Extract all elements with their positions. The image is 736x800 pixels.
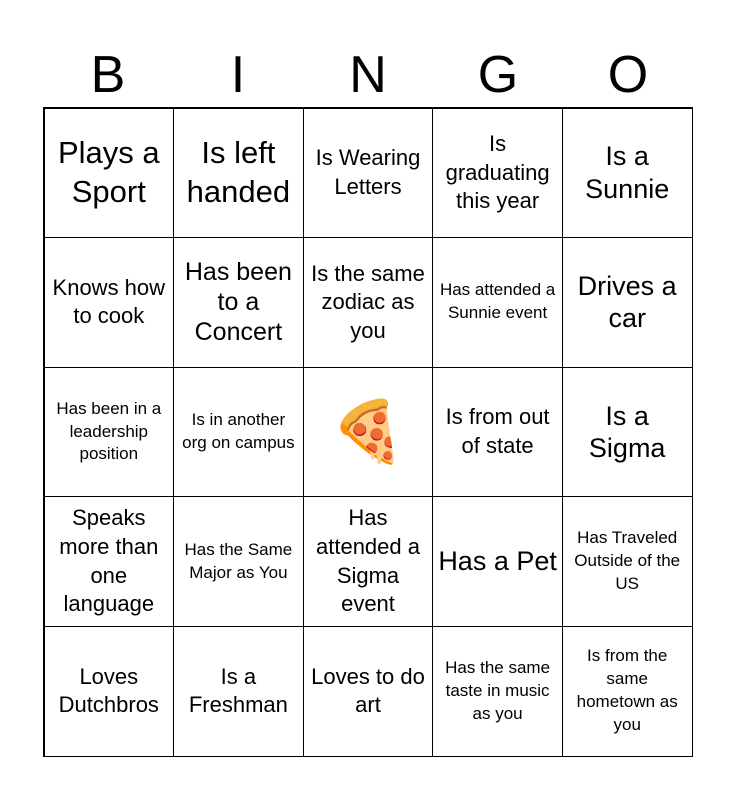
- bingo-cell[interactable]: Speaks more than one language: [44, 496, 175, 627]
- bingo-cell[interactable]: Is in another org on campus: [173, 367, 304, 498]
- bingo-cell[interactable]: Is left handed: [173, 108, 304, 239]
- bingo-cell[interactable]: Knows how to cook: [44, 237, 175, 368]
- bingo-cell[interactable]: Has attended a Sigma event: [303, 496, 434, 627]
- header-letter-o: O: [607, 46, 649, 104]
- bingo-cell[interactable]: Is a Sigma: [562, 367, 693, 498]
- header-letter-i: I: [230, 46, 246, 104]
- bingo-cell[interactable]: Loves to do art: [303, 626, 434, 757]
- bingo-cell[interactable]: Is from the same hometown as you: [562, 626, 693, 757]
- bingo-cell[interactable]: Loves Dutchbros: [44, 626, 175, 757]
- bingo-header: [43, 44, 693, 106]
- bingo-cell[interactable]: Is Wearing Letters: [303, 108, 434, 239]
- bingo-cell[interactable]: Is graduating this year: [432, 108, 563, 239]
- bingo-cell[interactable]: Is from out of state: [432, 367, 563, 498]
- free-space-pizza-icon[interactable]: 🍕: [303, 367, 434, 498]
- bingo-cell[interactable]: Has been in a leadership position: [44, 367, 175, 498]
- bingo-cell[interactable]: Has the same taste in music as you: [432, 626, 563, 757]
- bingo-cell[interactable]: Is a Freshman: [173, 626, 304, 757]
- header-letter-g: G: [477, 46, 519, 104]
- bingo-cell[interactable]: Plays a Sport: [44, 108, 175, 239]
- bingo-grid: [43, 107, 693, 757]
- header-letter-n: N: [349, 46, 387, 104]
- bingo-cell[interactable]: Has the Same Major as You: [173, 496, 304, 627]
- bingo-cell[interactable]: Has attended a Sunnie event: [432, 237, 563, 368]
- bingo-cell[interactable]: Is a Sunnie: [562, 108, 693, 239]
- header-letter-b: B: [90, 46, 126, 104]
- bingo-cell[interactable]: Drives a car: [562, 237, 693, 368]
- bingo-cell[interactable]: Has a Pet: [432, 496, 563, 627]
- bingo-cell[interactable]: Has Traveled Outside of the US: [562, 496, 693, 627]
- bingo-cell[interactable]: Is the same zodiac as you: [303, 237, 434, 368]
- bingo-cell[interactable]: Has been to a Concert: [173, 237, 304, 368]
